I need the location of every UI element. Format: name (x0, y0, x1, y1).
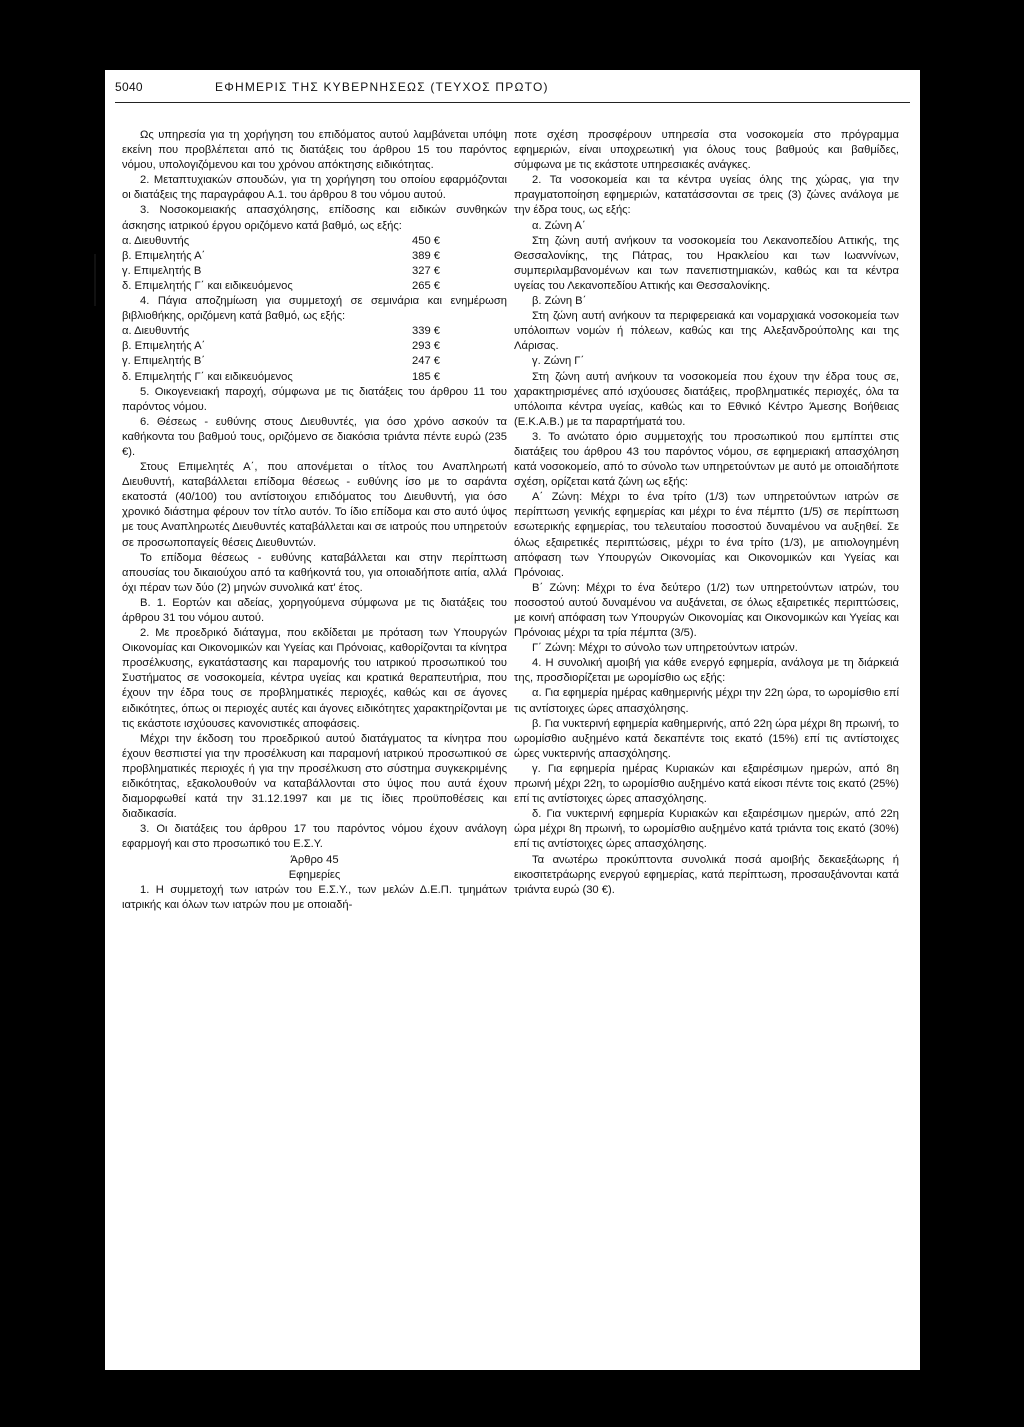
paragraph: Μέχρι την έκδοση του προεδρικού αυτού διατάγματος τα κίνητρα που έχουν θεσπιστεί για την προσέλκυση και παραμονή ιατρικού προσωπικού σε προβληματικές περιοχές ή για την προσέλκυση στο σύστημα συγκεκριμένης ειδικότητας, εξακολουθούν να καταβάλλονται στο ύψος που αυτά έχουν διαμορφωθεί κατά την 31.12.1997 και με τις ίδιες προϋποθέσεις και διαδικασία. (122, 732, 507, 821)
paragraph: Τα ανωτέρω προκύπτοντα συνολικά ποσά αμοιβής δεκαεξάωρης ή εικοσιτετράωρης ενεργού εφημερίας, κατά περίπτωση, προσαυξάνονται κατά τριάντα ευρώ (30 €). (514, 853, 899, 896)
paragraph: ποτε σχέση προσφέρουν υπηρεσία στα νοσοκομεία στο πρόγραμμα εφημεριών, είναι υποχρεωτική για όλους τους βαθμούς και βαθμίδες, σύμφωνα με τις εκάστοτε υπηρεσιακές ανάγκες. (514, 129, 899, 172)
paragraph: Στη ζώνη αυτή ανήκουν τα νοσοκομεία του Λεκανοπεδίου Αττικής, της Θεσσαλονίκης, της Πάτρας, του Ηρακλείου και των Ιωαννίνων, συμπεριλαμβανομένων και των πανεπιστημιακών, καθώς και τα κέντρα υγείας του Λεκανοπεδίου Αττικής και Θεσσαλονίκης. (514, 234, 899, 292)
paragraph: 4. Η συνολική αμοιβή για κάθε ενεργό εφημερία, ανάλογα με τη διάρκειά της, προσδιορίζεται με ωρομίσθιο ως εξής: (514, 657, 899, 685)
paragraph: 3. Το ανώτατο όριο συμμετοχής του προσωπικού που εμπίπτει στις διατάξεις του άρθρου 43 του παρόντος νόμου, σε εφημεριακή απασχόληση κατά νοσοκομείο, από το σύνολο των υπηρετούντων με αυτό με οποιαδήποτε σχέση, ορίζεται κατά ζώνη ως εξής: (514, 430, 899, 489)
grade-amount: 339 € (412, 325, 440, 338)
grade-label: α. Διευθυντής (122, 325, 190, 338)
page-number: 5040 (115, 80, 143, 94)
grade-amount: 389 € (412, 249, 440, 262)
gazette-title: ΕΦΗΜΕΡΙΣ ΤΗΣ ΚΥΒΕΡΝΗΣΕΩΣ (ΤΕΥΧΟΣ ΠΡΩΤΟ) (215, 80, 549, 94)
grade-amount: 327 € (412, 264, 440, 277)
paragraph: δ. Για νυκτερινή εφημερία Κυριακών και εξαιρέσιμων ημερών, από 22η ώρα μέχρι 8η πρωινή, το ωρομίσθιο αυξημένο κατά τριάντα τοις εκατό (30%) επί τις αντίστοιχες ώρες απασχόλησης. (514, 808, 899, 851)
grade-label: β. Επιμελητής Α΄ (122, 340, 206, 353)
paragraph: Στη ζώνη αυτή ανήκουν τα νοσοκομεία που έχουν την έδρα τους σε, χαρακτηρισμένες από ισχύουσες διατάξεις, προβληματικές περιοχές, όλα τα υπόλοιπα κέντρα υγείας, καθώς και το Εθνικό Κέντρο Άμεσης Βοήθειας (Ε.Κ.Α.Β.) με τα παραρτήματά του. (514, 370, 899, 428)
grade-label: δ. Επιμελητής Γ΄ και ειδικευόμενος (122, 370, 293, 383)
paragraph: 4. Πάγια αποζημίωση για συμμετοχή σε σεμινάρια και ενημέρωση βιβλιοθήκης, οριζόμενη κατά βαθμό, ως εξής: (122, 295, 507, 323)
margin-mark (94, 254, 96, 306)
right-column (514, 128, 899, 898)
grade-amount: 247 € (412, 355, 440, 368)
paragraph: Το επίδομα θέσεως - ευθύνης καταβάλλεται και στην περίπτωση απουσίας του δικαιούχου από τα καθήκοντά του, για οποιαδήποτε αιτία, αλλά όχι πέραν των δύο (2) μηνών συνολικά κατ' έτος. (122, 551, 507, 594)
grade-amount: 265 € (412, 279, 440, 292)
grade-amount: 293 € (412, 340, 440, 353)
paragraph: 1. Η συμμετοχή των ιατρών του Ε.Σ.Υ., των μελών Δ.Ε.Π. τμημάτων ιατρικής και όλων των ιατρών που με οποιαδή- (122, 883, 507, 911)
paragraph: 2. Τα νοσοκομεία και τα κέντρα υγείας όλης της χώρας, για την πραγματοποίηση εφημεριών, κατατάσσονται σε τρεις (3) ζώνες ανάλογα με την έδρα τους, ως εξής: (514, 174, 899, 217)
grade-label: γ. Επιμελητής Β (122, 264, 202, 277)
header-rule (115, 102, 910, 103)
grade-row (122, 279, 507, 294)
article-title: Άρθρο 45 (290, 853, 339, 866)
zone-heading: γ. Ζώνη Γ΄ (532, 355, 585, 368)
paragraph: γ. Για εφημερία ημέρας Κυριακών και εξαιρέσιμων ημερών, από 8η πρωινή μέχρι 22η, το ωρομίσθιο αυξημένο κατά είκοσι πέντε τοις εκατό (25%) επί τις αντίστοιχες ώρες απασχόλησης. (514, 762, 899, 806)
grade-row (122, 370, 507, 385)
grade-row (122, 354, 507, 369)
grade-row (122, 234, 507, 249)
paragraph: 5. Οικογενειακή παροχή, σύμφωνα με τις διατάξεις του άρθρου 11 του παρόντος νόμου. (122, 385, 507, 413)
zone-heading: α. Ζώνη Α΄ (532, 219, 586, 232)
paragraph: Στη ζώνη αυτή ανήκουν τα περιφερειακά και νομαρχιακά νοσοκομεία των υπόλοιπων νομών ή πόλεων, καθώς και της Αλεξανδρούπολης και της Λάρισας. (514, 310, 899, 353)
grade-label: δ. Επιμελητής Γ΄ και ειδικευόμενος (122, 279, 293, 292)
paragraph: Ως υπηρεσία για τη χορήγηση του επιδόματος αυτού λαμβάνεται υπόψη εκείνη που προβλέπεται από τις διατάξεις του άρθρου 15 του παρόντος νόμου, υπολογιζόμενου και του χρόνου απόκτησης ειδικότητας. (122, 129, 507, 172)
article-subtitle: Εφημερίες (288, 868, 341, 881)
grade-label: γ. Επιμελητής Β΄ (122, 355, 206, 368)
paragraph: 6. Θέσεως - ευθύνης στους Διευθυντές, για όσο χρόνο ασκούν τα καθήκοντα του βαθμού τους, οριζόμενο σε διακόσια τριάντα πέντε ευρώ (235 €). (122, 415, 507, 458)
grade-amount: 450 € (412, 234, 440, 247)
paragraph: Α΄ Ζώνη: Μέχρι το ένα τρίτο (1/3) των υπηρετούντων ιατρών σε περίπτωση γενικής εφημερίας και μέχρι το ένα πέμπτο (1/5) σε περίπτωση εσωτερικής εφημερίας, του τελευταίου ποσοστού δυναμένου να αυξηθεί. Σε όλως εξαιρετικές περιπτώσεις, μέχρι το ένα τρίτο (1/3), με αιτιολογημένη απόφαση των Υπουργών Οικονομίας και Οικονομικών και Υγείας και Πρόνοιας. (514, 491, 899, 579)
paragraph: 3. Οι διατάξεις του άρθρου 17 του παρόντος νόμου έχουν ανάλογη εφαρμογή και στο προσωπικό του Ε.Σ.Υ. (122, 823, 507, 851)
grade-row (122, 324, 507, 339)
paragraph: 3. Νοσοκομειακής απασχόλησης, επίδοσης και ειδικών συνθηκών άσκησης ιατρικού έργου οριζόμενο κατά βαθμό, ως εξής: (122, 204, 507, 232)
page-header (115, 78, 910, 100)
paragraph: 2. Μεταπτυχιακών σπουδών, για τη χορήγηση του οποίου εφαρμόζονται οι διατάξεις της παραγράφου Α.1. του άρθρου 8 του νόμου αυτού. (122, 174, 507, 202)
grade-row (122, 264, 507, 279)
grade-label: β. Επιμελητής Α΄ (122, 249, 206, 262)
grade-label: α. Διευθυντής (122, 234, 190, 247)
left-column (122, 128, 507, 913)
paragraph: Β. 1. Εορτών και αδείας, χορηγούμενα σύμφωνα με τις διατάξεις του άρθρου 31 του νόμου αυτού. (122, 596, 507, 624)
paragraph: Β΄ Ζώνη: Μέχρι το ένα δεύτερο (1/2) των υπηρετούντων ιατρών, του ποσοστού αυτού δυναμένου να αυξάνεται, σε όλως εξαιρετικές περιπτώσεις, με κοινή απόφαση των Υπουργών Οικονομίας και Οικονομικών και Υγείας και Πρόνοιας μέχρι τα τρία πέμπτα (3/5). (514, 581, 899, 640)
paragraph: α. Για εφημερία ημέρας καθημερινής μέχρι την 22η ώρα, το ωρομίσθιο επί τις αντίστοιχες ώρες απασχόλησης. (514, 687, 899, 715)
paragraph: Γ΄ Ζώνη: Μέχρι το σύνολο των υπηρετούντων ιατρών. (532, 642, 798, 655)
gazette-page (105, 70, 920, 1370)
grade-row (122, 249, 507, 264)
grade-amount: 185 € (412, 370, 440, 383)
zone-heading: β. Ζώνη Β΄ (532, 295, 587, 308)
paragraph: β. Για νυκτερινή εφημερία καθημερινής, από 22η ώρα μέχρι 8η πρωινή, το ωρομίσθιο αυξημένο κατά δεκαπέντε τοις εκατό (15%) επί τις αντίστοιχες ώρες νυκτερινής απασχόλησης. (514, 717, 899, 760)
paragraph: Στους Επιμελητές Α΄, που απονέμεται ο τίτλος του Αναπληρωτή Διευθυντή, καταβάλλεται επίδομα θέσεως - ευθύνης ίσο με το σαράντα εκατοστά (40/100) του αντίστοιχου επιδόματος του Διευθυντή, για όσο χρονικό διάστημα φέρουν τον τίτλο αυτόν. Το ίδιο επίδομα και στο αυτό ύψος με τους Αναπληρωτές Διευθυντές καταβάλλεται και σε ιατρούς που υπηρετούν σε προσωποπαγείς θέσεις Διευθυντών. (122, 461, 507, 549)
grade-row (122, 339, 507, 354)
paragraph: 2. Με προεδρικό διάταγμα, που εκδίδεται με πρόταση των Υπουργών Οικονομίας και Οικονομικών και Υγείας και Πρόνοιας, καθορίζονται τα κίνητρα προσέλκυσης, εγκατάστασης και παραμονής του ιατρικού προσωπικού του Συστήματος σε νοσοκομεία, κέντρα υγείας και κρατικά θεραπευτήρια, που έχουν την έδρα τους σε προβληματικές περιοχές, καθώς και σε άγονες ειδικότητες, όπως οι περιοχές αυτές και άγονες ειδικότητες χαρακτηρίζονται με τις εκάστοτε ισχύουσες κανονιστικές αποφάσεις. (122, 627, 507, 730)
